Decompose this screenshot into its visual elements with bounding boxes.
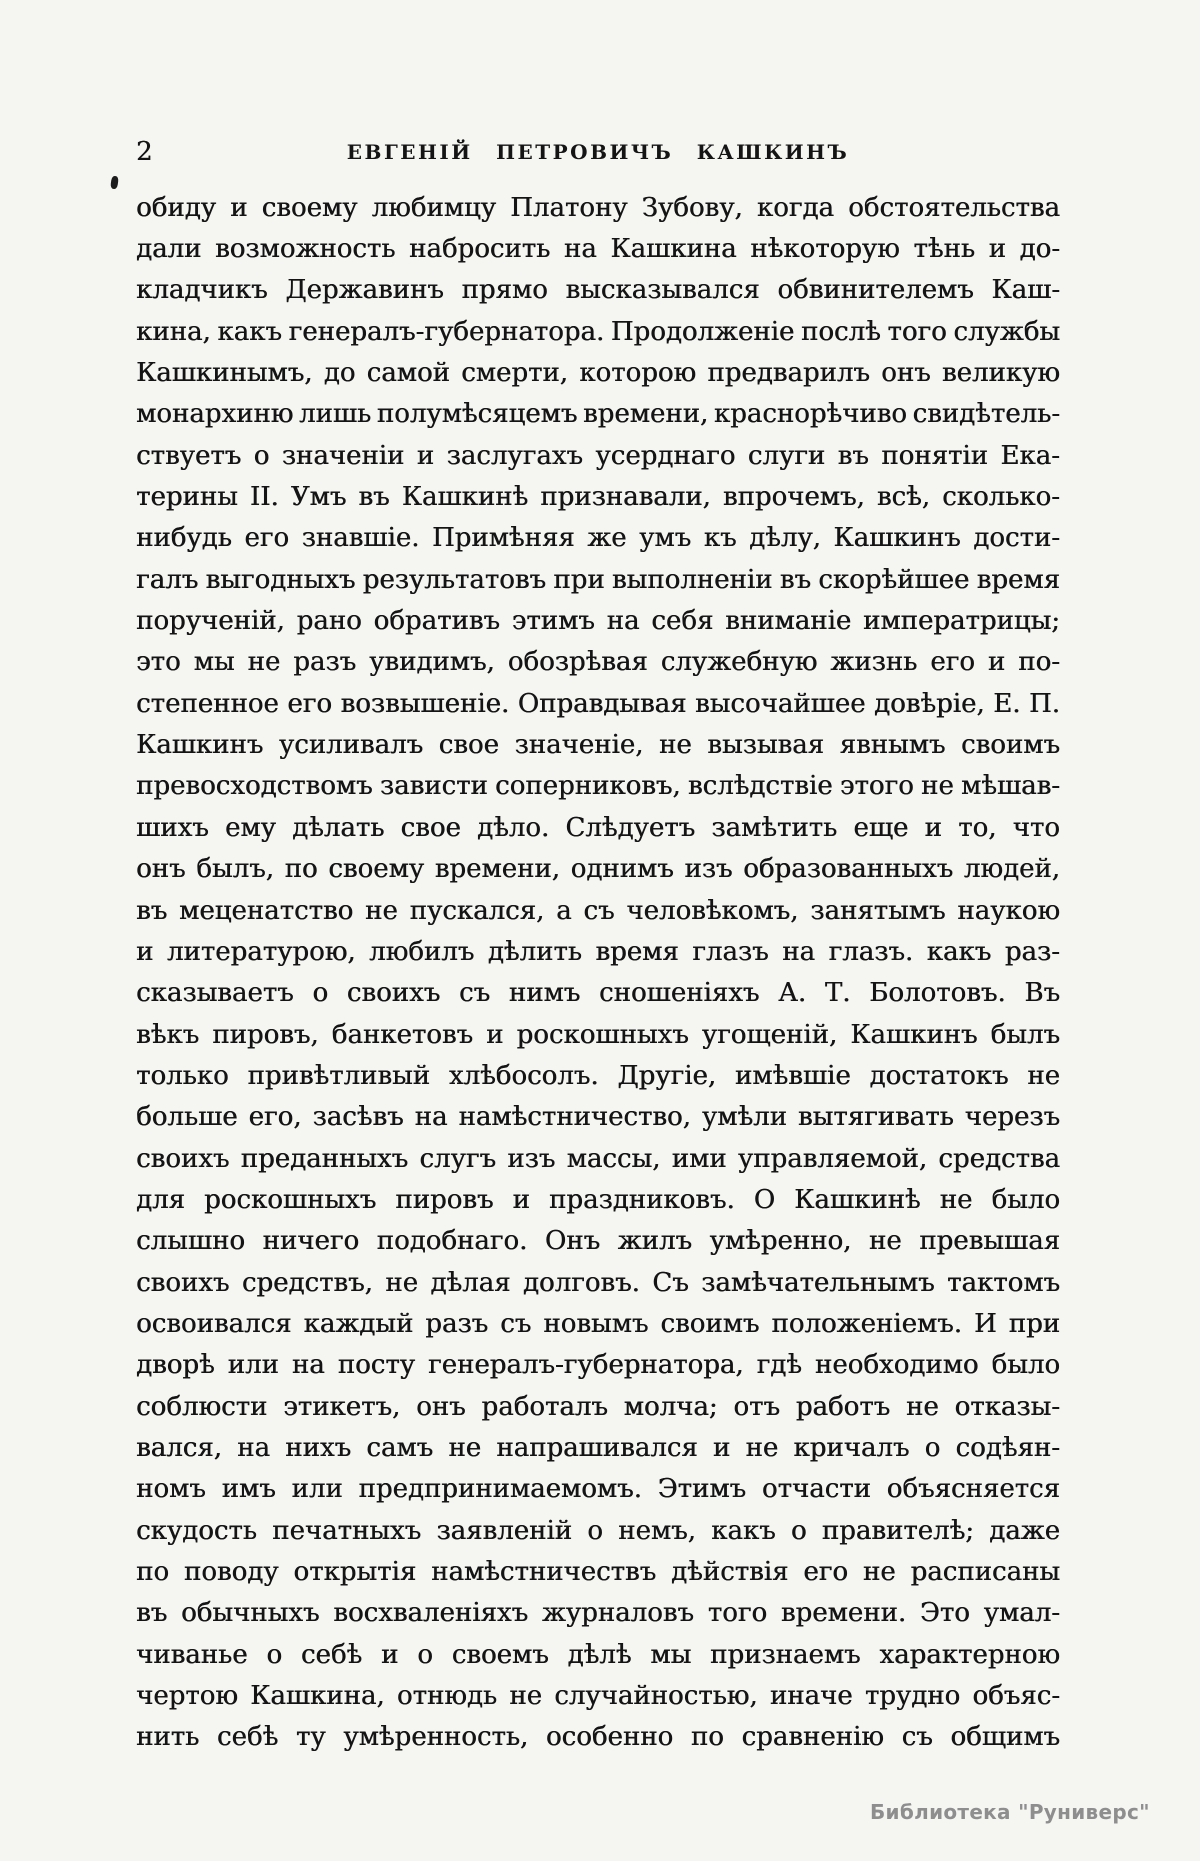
text-line: своихъ преданныхъ слугъ изъ массы, ими управляемой, средства — [136, 1143, 1060, 1174]
text-line: Кашкинъ усиливалъ свое значеніе, не вызывая явнымъ своимъ — [136, 730, 1060, 761]
text-line: по поводу открытія намѣстничествъ дѣйствія его не расписаны — [136, 1557, 1060, 1588]
text-line: и литературою, любилъ дѣлить время глазъ на глазъ. какъ раз- — [136, 936, 1060, 967]
page-number: 2 — [136, 137, 153, 167]
text-line: галъ выгодныхъ результатовъ при выполненіи въ скорѣйшее время — [136, 564, 1060, 595]
text-line: дворѣ или на посту генералъ-губернатора, гдѣ необходимо было — [136, 1350, 1060, 1381]
text-line: больше его, засѣвъ на намѣстничество, умѣли вытягивать черезъ — [136, 1102, 1060, 1133]
ink-speck — [110, 176, 119, 190]
text-line: освоивался каждый разъ съ новымъ своимъ положеніемъ. И при — [136, 1308, 1060, 1339]
text-line: это мы не разъ увидимъ, обозрѣвая служебную жизнь его и по- — [136, 647, 1060, 678]
text-line: чиванье о себѣ и о своемъ дѣлѣ мы признаемъ характерною — [136, 1639, 1060, 1670]
text-line: дали возможность набросить на Кашкина нѣкоторую тѣнь и до- — [136, 234, 1060, 265]
text-line: порученій, рано обративъ этимъ на себя вниманіе императрицы; — [136, 606, 1060, 637]
text-line: ствуетъ о значеніи и заслугахъ усерднаго слуги въ понятіи Ека- — [136, 440, 1060, 471]
text-line: нибудь его знавшіе. Примѣняя же умъ къ дѣлу, Кашкинъ дости- — [136, 523, 1060, 554]
text-line: своихъ средствъ, не дѣлая долговъ. Съ замѣчательнымъ тактомъ — [136, 1267, 1060, 1298]
text-line: онъ былъ, по своему времени, однимъ изъ образованныхъ людей, — [136, 854, 1060, 885]
text-line: кина, какъ генералъ-губернатора. Продолженіе послѣ того службы — [136, 316, 1060, 347]
text-line: номъ имъ или предпринимаемомъ. Этимъ отчасти объясняется — [136, 1474, 1060, 1505]
library-watermark: Библиотека "Руниверс" — [870, 1800, 1150, 1824]
body-text — [136, 187, 1060, 1758]
text-line: степенное его возвышеніе. Оправдывая высочайшее довѣріе, Е. П. — [136, 688, 1060, 719]
text-line: вѣкъ пировъ, банкетовъ и роскошныхъ угощеній, Кашкинъ былъ — [136, 1019, 1060, 1050]
text-line: соблюсти этикетъ, онъ работалъ молча; отъ работъ не отказы- — [136, 1391, 1060, 1422]
text-line: терины II. Умъ въ Кашкинѣ признавали, впрочемъ, всѣ, сколько- — [136, 482, 1060, 513]
text-line: сказываетъ о своихъ съ нимъ сношеніяхъ А. Т. Болотовъ. Въ — [136, 978, 1060, 1009]
text-line: превосходствомъ зависти соперниковъ, вслѣдствіе этого не мѣшав- — [136, 771, 1060, 802]
text-line: чертою Кашкина, отнюдь не случайностью, иначе трудно объяс- — [136, 1681, 1060, 1712]
text-line: Кашкинымъ, до самой смерти, которою предварилъ онъ великую — [136, 358, 1060, 389]
text-line: шихъ ему дѣлать свое дѣло. Слѣдуетъ замѣтить еще и то, что — [136, 812, 1060, 843]
text-line: только привѣтливый хлѣбосолъ. Другіе, имѣвшіе достатокъ не — [136, 1060, 1060, 1091]
text-line: слышно ничего подобнаго. Онъ жилъ умѣренно, не превышая — [136, 1226, 1060, 1257]
text-line: вался, на нихъ самъ не напрашивался и не кричалъ о содѣян- — [136, 1432, 1060, 1463]
text-line: обиду и своему любимцу Платону Зубову, когда обстоятельства — [136, 192, 1060, 223]
text-line: скудость печатныхъ заявленій о немъ, какъ о правителѣ; даже — [136, 1515, 1060, 1546]
text-line: монархиню лишь полумѣсяцемъ времени, краснорѣчиво свидѣтель- — [136, 399, 1060, 430]
running-header-title: ЕВГЕНІЙ ПЕТРОВИЧЪ КАШКИНЪ — [346, 140, 850, 164]
text-line: въ меценатство не пускался, а съ человѣкомъ, занятымъ наукою — [136, 895, 1060, 926]
text-line: для роскошныхъ пировъ и праздниковъ. О Кашкинѣ не было — [136, 1184, 1060, 1215]
text-line: кладчикъ Державинъ прямо высказывался обвинителемъ Каш- — [136, 275, 1060, 306]
text-line: нить себѣ ту умѣренность, особенно по сравненію съ общимъ — [136, 1722, 1060, 1753]
text-line: въ обычныхъ восхваленіяхъ журналовъ того времени. Это умал- — [136, 1598, 1060, 1629]
